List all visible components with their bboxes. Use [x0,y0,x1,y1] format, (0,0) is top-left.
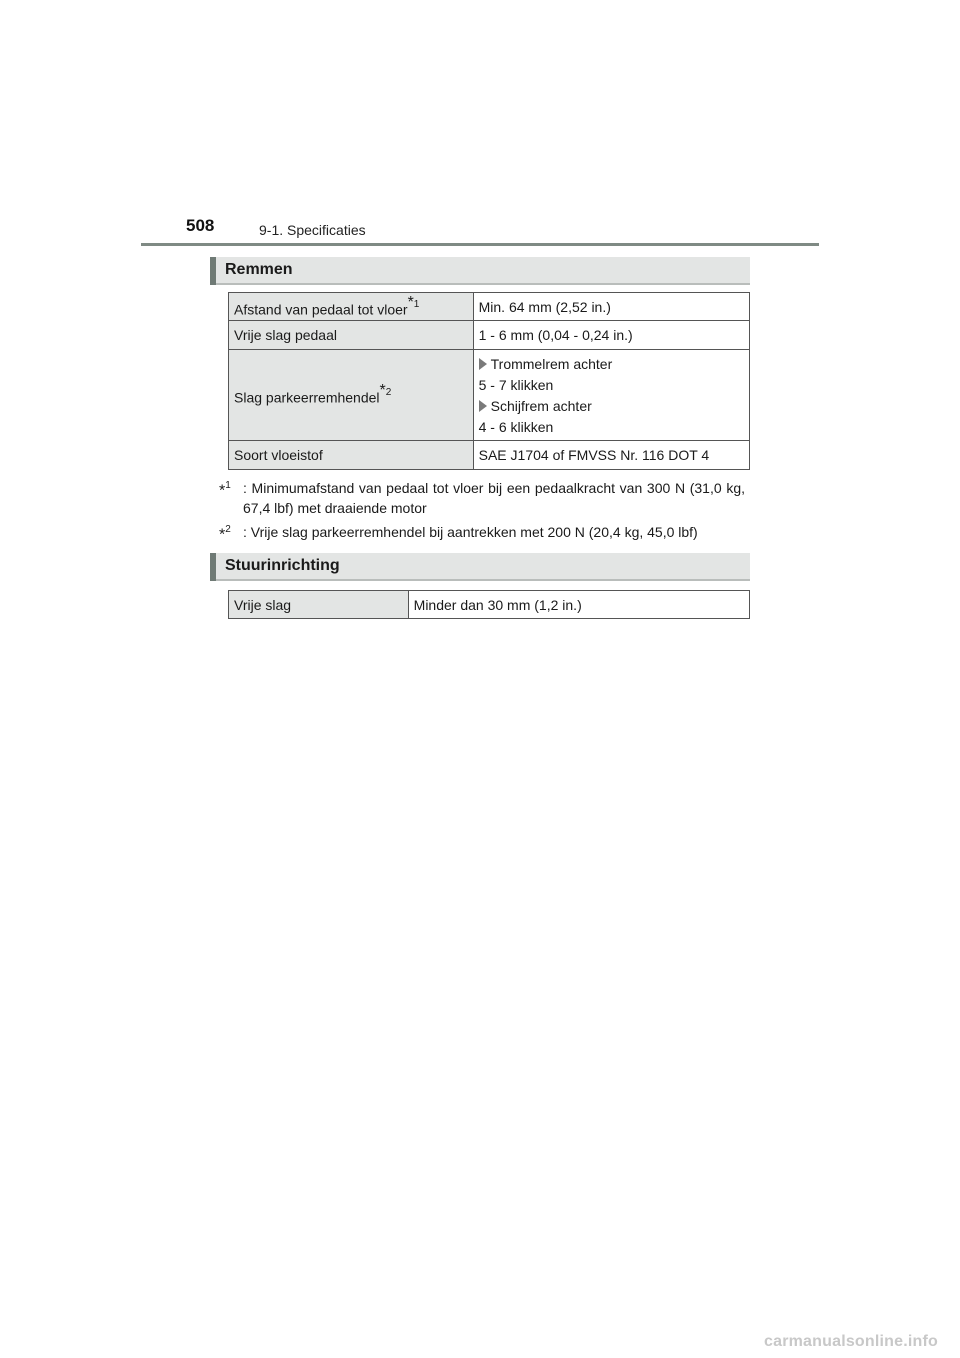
page-number: 508 [186,216,215,235]
arrow-right-icon [479,358,487,370]
footnote-ref-number: 1 [413,298,420,310]
spec-key-text: Slag parkeerremhendel [234,389,380,406]
footnote-text: : Minimumafstand van pedaal tot vloer bij een pedaalkracht van 300 N (31,0 kg, 67,4 lbf) met draaiende motor [243,480,745,516]
footnote-mark: *$^1$ [219,480,231,500]
page-header [0,0,960,250]
spec-key [229,293,474,321]
header-divider [141,243,819,246]
brakes-spec-table [228,292,750,470]
spec-key: Soort vloeistof [229,441,474,470]
table-row [229,321,750,350]
footnote-mark-number: 2 [225,524,231,535]
steering-spec-table [228,590,750,619]
arrow-right-icon [479,400,487,412]
steering-heading-text: Stuurinrichting [225,557,340,574]
spec-value: 1 - 6 mm (0,04 - 0,24 in.) [473,321,749,350]
watermark: carmanualsonline.info [764,1333,939,1350]
spec-value [473,350,749,441]
table-row [229,293,750,321]
table-row [229,350,750,441]
table-row [229,441,750,470]
spec-value: Min. 64 mm (2,52 in.) [473,293,749,321]
spec-value: Minder dan 30 mm (1,2 in.) [408,591,749,619]
list-item [479,396,744,416]
spec-key-text: Afstand van pedaal tot vloer [234,301,408,318]
chapter-title: 9-1. Specificaties [259,222,366,238]
brake-type-label: Schijfrem achter [490,397,592,414]
list-item: 4 - 6 klikken [478,418,554,435]
list-item [479,354,744,374]
footnote-ref: *2 [379,382,392,400]
table-row [229,591,750,619]
list-item: 5 - 7 klikken [478,376,554,393]
footnote-1 [219,478,745,518]
footnote-ref: *1 [407,293,420,311]
brake-type-label: Trommelrem achter [490,355,613,372]
brakes-heading [210,257,750,285]
spec-key: Vrije slag pedaal [229,321,474,350]
footnote-mark: *$^2$ [219,524,231,544]
spec-key [229,350,474,441]
spec-key: Vrije slag [229,591,409,619]
footnote-ref-number: 2 [385,387,392,399]
footnote-text: : Vrije slag parkeerremhendel bij aantrekken met 200 N (20,4 kg, 45,0 lbf) [243,524,698,540]
brakes-heading-text: Remmen [225,261,293,278]
spec-value: SAE J1704 of FMVSS Nr. 116 DOT 4 [473,441,749,470]
footnote-2 [219,522,745,542]
footnote-mark-number: 1 [225,480,231,491]
steering-heading [210,553,750,581]
